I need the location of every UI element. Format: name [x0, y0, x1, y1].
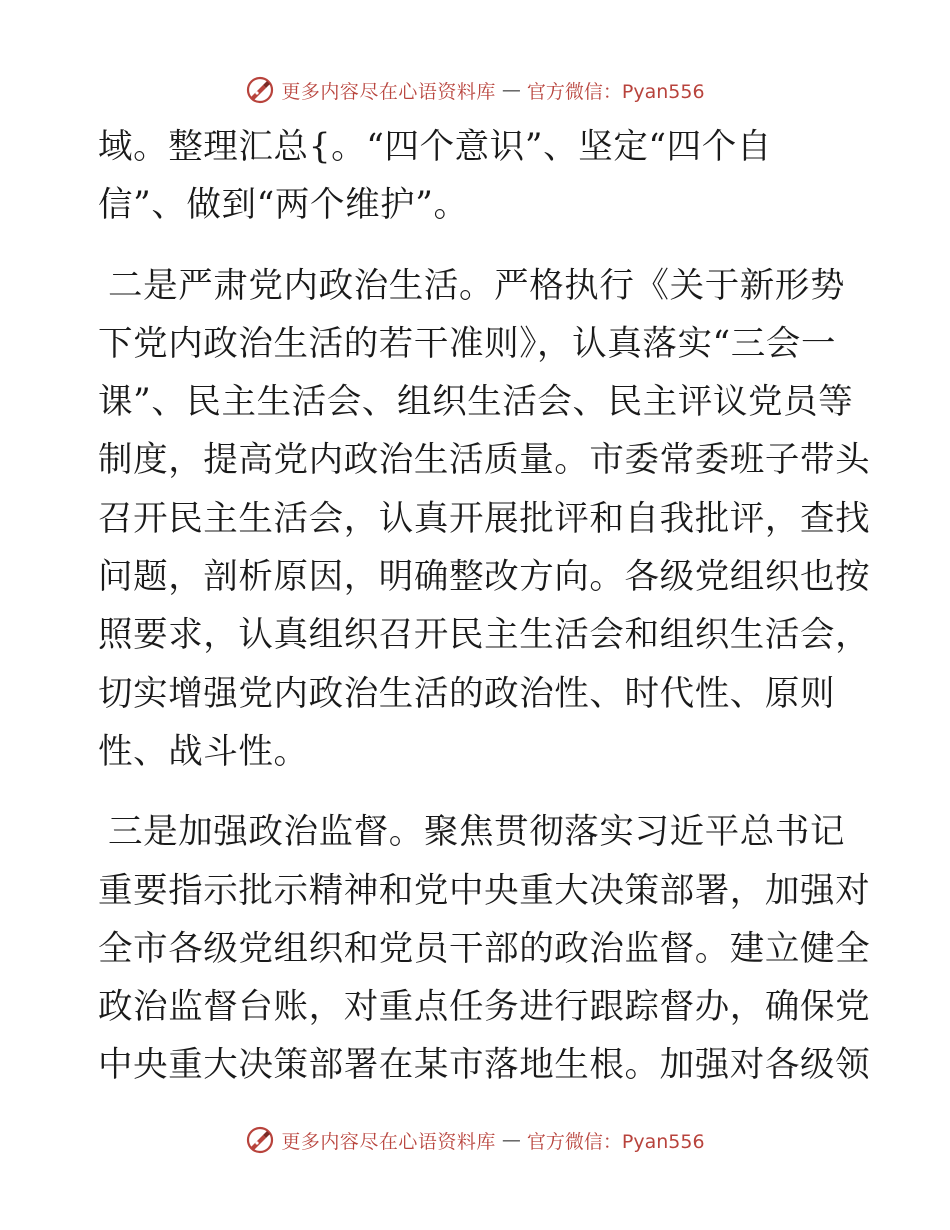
text-line: 域。整理汇总{。“四个意识”、坚定“四个自	[98, 127, 772, 167]
text-line: 制度，提高党内政治生活质量。市委常委班子带头	[98, 440, 871, 481]
watermark-contact-text: 官方微信：Pyan556	[526, 80, 705, 103]
text-line: 重要指示批示精神和党中央重大决策部署，加强对	[98, 870, 871, 911]
text-line: 三是加强政治监督。聚焦贯彻落实习近平总书记	[108, 812, 846, 853]
text-line: 照要求，认真组织召开民主生活会和组织生活会，	[98, 615, 871, 656]
watermark-brand-text: 更多内容尽在心语资料库	[281, 80, 496, 103]
text-line: 问题，剖析原因，明确整改方向。各级党组织也按	[98, 557, 871, 598]
text-line: 信”、做到“两个维护”。	[98, 185, 469, 226]
watermark-contact-text: 官方微信：Pyan556	[526, 1130, 705, 1153]
paragraph	[98, 803, 871, 1094]
text-line: 全市各级党组织和党员干部的政治监督。建立健全	[98, 928, 871, 969]
text-line: 中央重大决策部署在某市落地生根。加强对各级领	[98, 1045, 871, 1086]
text-line: 二是严肃党内政治生活。严格执行《关于新形势	[108, 265, 846, 306]
paragraph	[98, 118, 858, 235]
watermark-separator: —	[501, 79, 521, 101]
text-line: 召开民主生活会，认真开展批评和自我批评，查找	[98, 498, 871, 539]
watermark-brand-text: 更多内容尽在心语资料库	[281, 1130, 496, 1153]
text-line: 性、战斗性。	[98, 731, 309, 772]
paragraph	[98, 257, 871, 782]
text-line: 下党内政治生活的若干准则》，认真落实“三会一	[98, 323, 837, 364]
header-watermark	[0, 72, 950, 108]
footer-watermark	[0, 1122, 950, 1158]
text-line: 课”、民主生活会、组织生活会、民主评议党员等	[98, 382, 854, 423]
text-line: 切实增强党内政治生活的政治性、时代性、原则	[98, 673, 836, 714]
pen-logo-icon	[245, 75, 275, 105]
pen-logo-icon	[245, 1125, 275, 1155]
text-line: 政治监督台账，对重点任务进行跟踪督办，确保党	[98, 987, 871, 1028]
watermark-separator: —	[501, 1129, 521, 1151]
document-body	[98, 118, 871, 1095]
